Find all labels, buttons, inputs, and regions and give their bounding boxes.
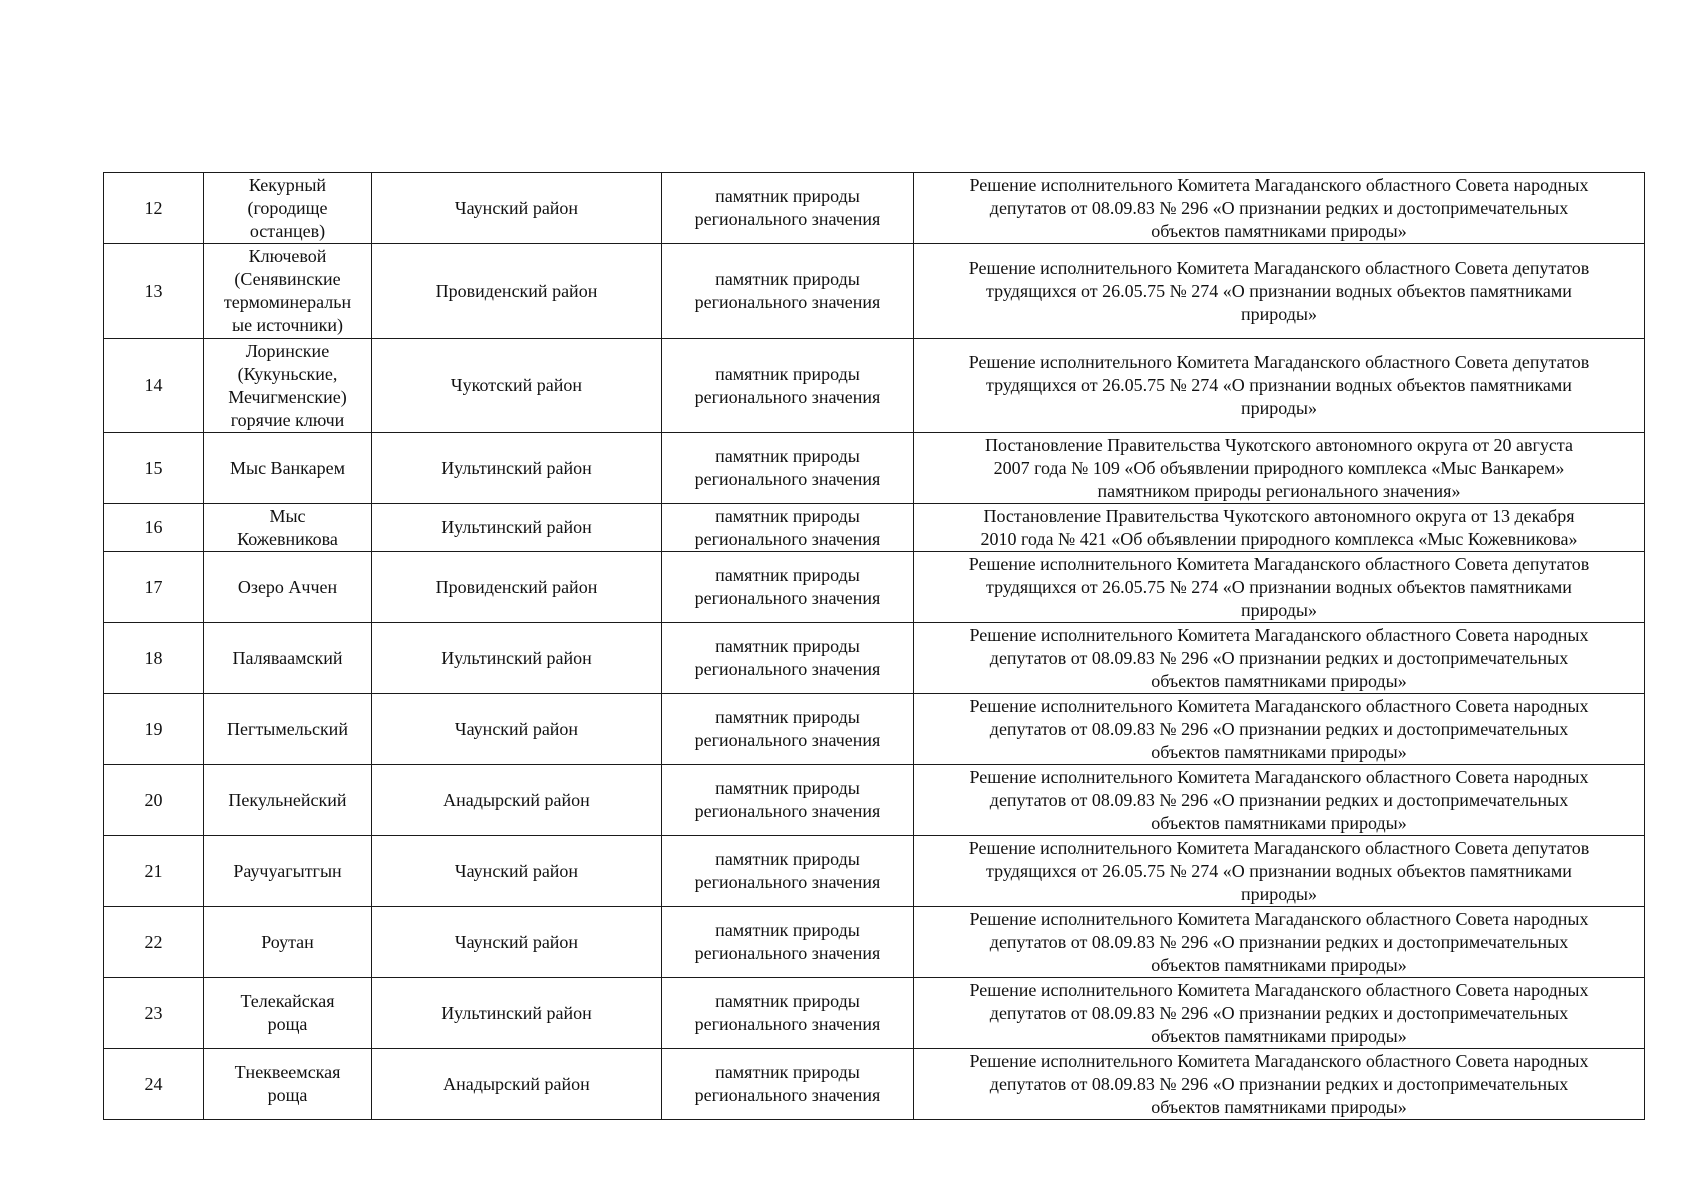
status-cell xyxy=(662,978,914,1049)
legal-document-line: Решение исполнительного Комитета Магаданского областного Совета народных xyxy=(969,979,1589,1000)
legal-document-line: Решение исполнительного Комитета Магаданского областного Совета народных xyxy=(969,624,1589,645)
legal-document-line: депутатов от 08.09.83 № 296 «О признании редких и достопримечательных xyxy=(989,718,1569,739)
object-name-cell xyxy=(204,433,372,504)
legal-document-cell xyxy=(914,339,1645,433)
row-number: 12 xyxy=(144,197,163,218)
object-name-cell xyxy=(204,836,372,907)
legal-document-line: трудящихся от 26.05.75 № 274 «О признании водных объектов памятниками xyxy=(986,576,1572,597)
row-number-cell xyxy=(104,694,204,765)
row-number: 17 xyxy=(144,576,163,597)
legal-document-cell xyxy=(914,907,1645,978)
object-name-line: Лоринские xyxy=(245,340,330,361)
row-number: 15 xyxy=(144,457,163,478)
legal-document-line: трудящихся от 26.05.75 № 274 «О признании водных объектов памятниками xyxy=(986,375,1572,395)
legal-document-line: депутатов от 08.09.83 № 296 «О признании редких и достопримечательных xyxy=(989,789,1569,810)
legal-document-line: природы» xyxy=(1241,303,1317,324)
object-name-cell xyxy=(204,907,372,978)
status-line: памятник природы xyxy=(715,505,860,526)
status-cell xyxy=(662,836,914,907)
nature-monuments-table xyxy=(103,172,1645,1120)
object-name-cell xyxy=(204,552,372,623)
row-number-cell xyxy=(104,433,204,504)
table-row xyxy=(104,907,1645,978)
status-cell xyxy=(662,694,914,765)
status-cell xyxy=(662,765,914,836)
district-cell xyxy=(372,978,662,1049)
legal-document-line: 2007 года № 109 «Об объявлении природного комплекса «Мыс Ванкарем» xyxy=(993,457,1565,478)
legal-document-line: депутатов от 08.09.83 № 296 «О признании редких и достопримечательных xyxy=(989,1073,1569,1094)
status-line: памятник природы xyxy=(715,849,860,869)
status-cell xyxy=(662,552,914,623)
district-cell xyxy=(372,623,662,694)
legal-document-line: Решение исполнительного Комитета Магаданского областного Совета народных xyxy=(969,174,1589,195)
status-line: регионального значения xyxy=(694,528,881,549)
status-cell xyxy=(662,339,914,433)
row-number-cell xyxy=(104,623,204,694)
row-number: 16 xyxy=(144,517,163,537)
district-cell xyxy=(372,504,662,552)
legal-document-cell xyxy=(914,836,1645,907)
row-number: 21 xyxy=(144,860,163,881)
legal-document-cell xyxy=(914,552,1645,623)
table-row xyxy=(104,694,1645,765)
legal-document-line: объектов памятниками природы» xyxy=(1151,670,1407,691)
object-name-line: роща xyxy=(267,1014,308,1034)
legal-document-cell xyxy=(914,623,1645,694)
object-name-line: (Кукуньские, xyxy=(237,363,338,384)
legal-document-line: объектов памятниками природы» xyxy=(1151,741,1407,762)
status-line: памятник природы xyxy=(715,565,860,585)
row-number: 24 xyxy=(144,1073,163,1094)
table-row xyxy=(104,339,1645,433)
object-name-cell xyxy=(204,694,372,765)
legal-document-cell xyxy=(914,978,1645,1049)
object-name-line: Паляваамский xyxy=(232,647,343,668)
status-line: памятник природы xyxy=(715,446,860,466)
object-name-line: Роутан xyxy=(261,931,314,952)
status-line: регионального значения xyxy=(694,292,881,312)
row-number: 13 xyxy=(144,280,163,301)
legal-document-line: природы» xyxy=(1241,398,1317,418)
district-name: Иультинский район xyxy=(441,517,592,537)
status-line: памятник природы xyxy=(715,636,860,656)
district-name: Чаунский район xyxy=(454,860,579,881)
row-number: 18 xyxy=(144,647,163,668)
status-line: регионального значения xyxy=(694,469,881,489)
row-number-cell xyxy=(104,836,204,907)
district-cell xyxy=(372,1049,662,1120)
object-name-line: Телекайская xyxy=(240,991,335,1011)
legal-document-line: Решение исполнительного Комитета Магаданского областного Совета депутатов xyxy=(968,257,1590,278)
object-name-line: Раучуагытгын xyxy=(233,860,342,881)
object-name-line: Кожевникова xyxy=(237,528,338,549)
status-cell xyxy=(662,907,914,978)
object-name-cell xyxy=(204,623,372,694)
row-number-cell xyxy=(104,552,204,623)
district-cell xyxy=(372,836,662,907)
status-line: регионального значения xyxy=(694,588,881,608)
status-cell xyxy=(662,244,914,339)
legal-document-line: объектов памятниками природы» xyxy=(1151,812,1407,833)
status-cell xyxy=(662,504,914,552)
legal-document-line: природы» xyxy=(1241,599,1317,620)
status-line: регионального значения xyxy=(694,801,881,821)
status-line: регионального значения xyxy=(694,1014,881,1034)
legal-document-line: трудящихся от 26.05.75 № 274 «О признании водных объектов памятниками xyxy=(986,280,1572,301)
row-number-cell xyxy=(104,907,204,978)
object-name-cell xyxy=(204,339,372,433)
status-line: регионального значения xyxy=(694,209,881,229)
row-number-cell xyxy=(104,978,204,1049)
row-number-cell xyxy=(104,339,204,433)
object-name-line: Озеро Аччен xyxy=(237,576,338,597)
object-name-line: Пекульнейский xyxy=(228,789,347,810)
legal-document-line: Решение исполнительного Комитета Магаданского областного Совета народных xyxy=(969,695,1589,716)
table-row xyxy=(104,173,1645,244)
object-name-cell xyxy=(204,765,372,836)
row-number-cell xyxy=(104,1049,204,1120)
legal-document-line: Постановление Правительства Чукотского автономного округа от 20 августа xyxy=(985,434,1573,455)
district-name: Чукотский район xyxy=(450,375,583,395)
district-name: Провиденский район xyxy=(435,280,598,301)
table-row xyxy=(104,504,1645,552)
row-number-cell xyxy=(104,504,204,552)
status-line: памятник природы xyxy=(715,363,860,384)
legal-document-line: объектов памятниками природы» xyxy=(1151,220,1407,241)
object-name-line: ые источники) xyxy=(231,315,344,335)
table-row xyxy=(104,1049,1645,1120)
district-cell xyxy=(372,173,662,244)
object-name-line: Кекурный xyxy=(248,174,327,195)
object-name-line: (Сенявинские xyxy=(234,269,341,289)
row-number: 23 xyxy=(144,1002,163,1023)
table-row xyxy=(104,623,1645,694)
row-number: 19 xyxy=(144,718,163,739)
legal-document-line: памятником природы регионального значения» xyxy=(1097,480,1461,501)
district-name: Чаунский район xyxy=(454,931,579,952)
table-row xyxy=(104,836,1645,907)
legal-document-line: объектов памятниками природы» xyxy=(1151,1025,1407,1046)
district-name: Иультинский район xyxy=(441,647,592,668)
status-cell xyxy=(662,1049,914,1120)
status-line: памятник природы xyxy=(715,920,860,940)
district-name: Иультинский район xyxy=(441,457,592,478)
table-row xyxy=(104,244,1645,339)
legal-document-cell xyxy=(914,244,1645,339)
legal-document-cell xyxy=(914,765,1645,836)
status-line: памятник природы xyxy=(715,707,860,727)
legal-document-line: Решение исполнительного Комитета Магаданского областного Совета народных xyxy=(969,766,1589,787)
legal-document-cell xyxy=(914,504,1645,552)
status-line: памятник природы xyxy=(715,778,860,798)
status-line: памятник природы xyxy=(715,1062,860,1082)
legal-document-line: объектов памятниками природы» xyxy=(1151,1096,1407,1117)
district-name: Анадырский район xyxy=(443,1073,590,1094)
row-number-cell xyxy=(104,765,204,836)
district-cell xyxy=(372,694,662,765)
object-name-line: термоминеральн xyxy=(223,292,352,312)
legal-document-cell xyxy=(914,433,1645,504)
row-number-cell xyxy=(104,244,204,339)
object-name-cell xyxy=(204,173,372,244)
row-number: 20 xyxy=(144,789,163,810)
status-line: регионального значения xyxy=(694,730,881,750)
legal-document-line: природы» xyxy=(1241,883,1317,904)
status-cell xyxy=(662,433,914,504)
district-name: Чаунский район xyxy=(454,197,579,218)
legal-document-cell xyxy=(914,173,1645,244)
legal-document-line: Решение исполнительного Комитета Магаданского областного Совета народных xyxy=(969,908,1589,929)
legal-document-line: депутатов от 08.09.83 № 296 «О признании редких и достопримечательных xyxy=(989,931,1569,952)
table-row xyxy=(104,552,1645,623)
legal-document-line: Решение исполнительного Комитета Магаданского областного Совета депутатов xyxy=(968,837,1590,858)
district-name: Чаунский район xyxy=(454,718,579,739)
object-name-line: (городище xyxy=(247,197,328,218)
legal-document-cell xyxy=(914,1049,1645,1120)
table-row xyxy=(104,433,1645,504)
status-line: памятник природы xyxy=(715,186,860,206)
table-body xyxy=(104,173,1645,1120)
district-cell xyxy=(372,433,662,504)
object-name-line: Тнеквеемская xyxy=(234,1062,341,1082)
object-name-line: Ключевой xyxy=(248,246,327,266)
object-name-line: Пегтымельский xyxy=(227,718,348,739)
object-name-cell xyxy=(204,1049,372,1120)
object-name-line: роща xyxy=(267,1085,308,1105)
legal-document-line: депутатов от 08.09.83 № 296 «О признании редких и достопримечательных xyxy=(989,647,1569,668)
district-cell xyxy=(372,907,662,978)
legal-document-line: Решение исполнительного Комитета Магаданского областного Совета депутатов xyxy=(968,553,1590,574)
status-cell xyxy=(662,623,914,694)
district-cell xyxy=(372,244,662,339)
legal-document-line: Постановление Правительства Чукотского автономного округа от 13 декабря xyxy=(983,505,1575,526)
row-number: 22 xyxy=(144,931,163,952)
legal-document-line: депутатов от 08.09.83 № 296 «О признании редких и достопримечательных xyxy=(989,1002,1569,1023)
legal-document-line: 2010 года № 421 «Об объявлении природного комплекса «Мыс Кожевникова» xyxy=(980,528,1578,549)
legal-document-line: трудящихся от 26.05.75 № 274 «О признании водных объектов памятниками xyxy=(986,860,1572,881)
district-name: Иультинский район xyxy=(441,1002,592,1023)
object-name-line: Мыс Ванкарем xyxy=(229,457,346,478)
legal-document-line: Решение исполнительного Комитета Магаданского областного Совета народных xyxy=(969,1050,1589,1071)
status-line: памятник природы xyxy=(715,991,860,1011)
object-name-line: останцев) xyxy=(249,220,326,241)
district-cell xyxy=(372,339,662,433)
row-number: 14 xyxy=(144,375,163,395)
status-line: регионального значения xyxy=(694,1085,881,1105)
table-row xyxy=(104,978,1645,1049)
legal-document-line: объектов памятниками природы» xyxy=(1151,954,1407,975)
district-cell xyxy=(372,765,662,836)
district-cell xyxy=(372,552,662,623)
legal-document-line: Решение исполнительного Комитета Магаданского областного Совета депутатов xyxy=(968,352,1590,372)
status-line: памятник природы xyxy=(715,269,860,289)
legal-document-cell xyxy=(914,694,1645,765)
object-name-line: горячие ключи xyxy=(230,409,345,430)
status-line: регионального значения xyxy=(694,872,881,892)
object-name-line: Мечигменские) xyxy=(228,386,347,407)
district-name: Провиденский район xyxy=(435,576,598,597)
object-name-cell xyxy=(204,978,372,1049)
object-name-cell xyxy=(204,244,372,339)
object-name-cell xyxy=(204,504,372,552)
table-row xyxy=(104,765,1645,836)
object-name-line: Мыс xyxy=(269,505,306,526)
row-number-cell xyxy=(104,173,204,244)
status-cell xyxy=(662,173,914,244)
status-line: регионального значения xyxy=(694,943,881,963)
status-line: регионального значения xyxy=(694,659,881,679)
status-line: регионального значения xyxy=(694,386,881,407)
district-name: Анадырский район xyxy=(443,789,590,810)
legal-document-line: депутатов от 08.09.83 № 296 «О признании редких и достопримечательных xyxy=(989,197,1569,218)
